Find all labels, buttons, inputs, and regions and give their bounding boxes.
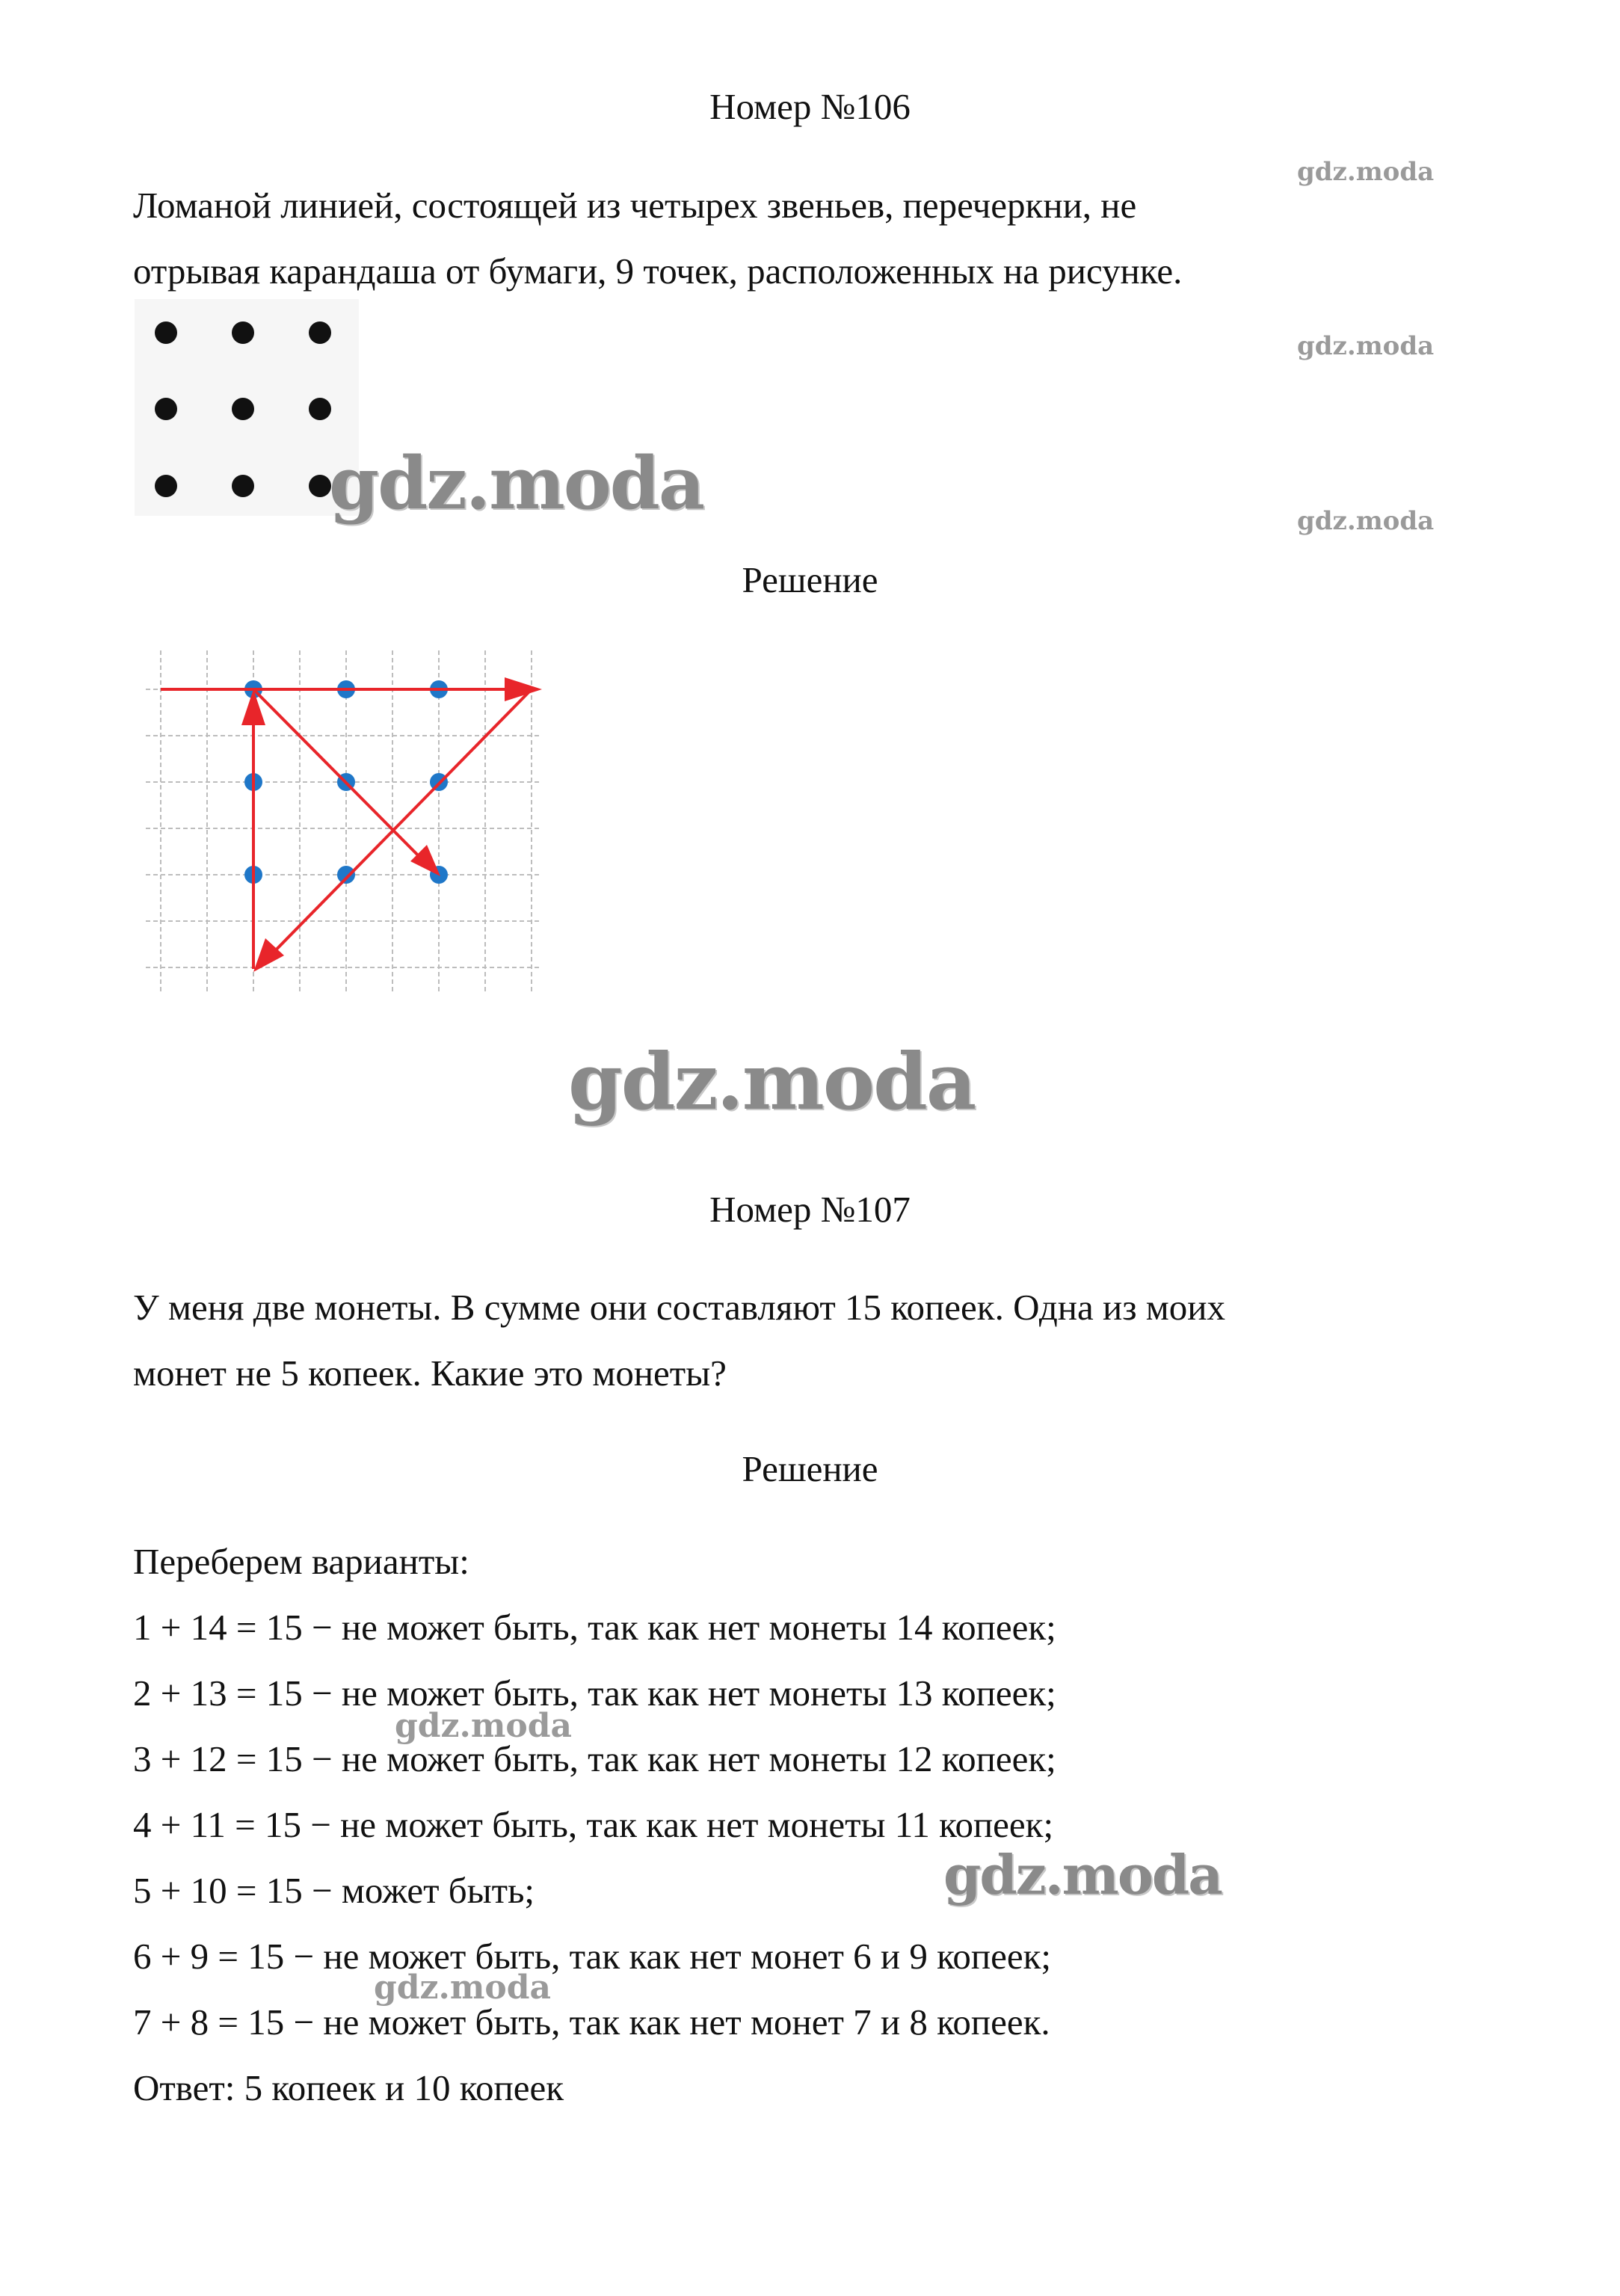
dot <box>155 398 177 420</box>
dot <box>309 321 331 344</box>
watermark: gdz.moda <box>943 1843 1222 1906</box>
problem-107-text <box>133 1275 1553 1406</box>
dot <box>337 866 355 884</box>
watermark: gdz.moda <box>1297 506 1435 536</box>
arrow-head-down-right <box>410 845 440 876</box>
solution-line: 5 + 10 = 15 − может быть; <box>133 1870 535 1911</box>
grid-lines <box>146 650 542 994</box>
segment-2 <box>262 689 532 964</box>
solution-grid-figure <box>138 643 557 1002</box>
problem-107-text-line-1: У меня две монеты. В сумме они составляют 15 копеек. Одна из моих <box>133 1287 1226 1328</box>
solution-line: 1 + 14 = 15 − не может быть, так как нет монеты 14 копеек; <box>133 1607 1056 1648</box>
problem-106-text <box>133 173 1553 304</box>
watermark: gdz.moda <box>1297 157 1435 187</box>
solution-line: 6 + 9 = 15 − не может быть, так как нет монет 6 и 9 копеек; <box>133 1936 1052 1977</box>
problem-106-title: Номер №106 <box>709 86 911 127</box>
solution-intro: Переберем варианты: <box>133 1541 469 1582</box>
problem-107-text-line-2: монет не 5 копеек. Какие это монеты? <box>133 1352 727 1394</box>
watermark: gdz.moda <box>395 1707 573 1745</box>
problem-107-title: Номер №107 <box>709 1189 911 1230</box>
watermark: gdz.moda <box>1297 331 1435 361</box>
segment-4 <box>253 689 430 867</box>
arrow-head-up <box>241 689 265 725</box>
dot <box>309 475 331 497</box>
problem-106-text-line-1: Ломаной линией, состоящей из четырех звеньев, перечеркни, не <box>133 185 1137 226</box>
dot <box>155 321 177 344</box>
watermark: gdz.moda <box>568 1035 976 1127</box>
dot <box>232 398 254 420</box>
dot <box>232 321 254 344</box>
problem-106-text-line-2: отрывая карандаша от бумаги, 9 точек, расположенных на рисунке. <box>133 250 1183 292</box>
answer: Ответ: 5 копеек и 10 копеек <box>133 2067 564 2108</box>
watermark: gdz.moda <box>329 441 704 526</box>
solution-line: 3 + 12 = 15 − не может быть, так как нет монеты 12 копеек; <box>133 1738 1056 1779</box>
nine-dots-figure <box>135 299 359 516</box>
solution-line: 7 + 8 = 15 − не может быть, так как нет монет 7 и 8 копеек. <box>133 2001 1050 2043</box>
solution-line: 4 + 11 = 15 − не может быть, так как нет монеты 11 копеек; <box>133 1804 1054 1845</box>
watermark: gdz.moda <box>374 1969 552 2007</box>
solution-line: 2 + 13 = 15 − не может быть, так как нет монеты 13 копеек; <box>133 1672 1056 1714</box>
dot <box>232 475 254 497</box>
dot <box>155 475 177 497</box>
problem-107-solution-heading: Решение <box>742 1448 878 1489</box>
dot <box>309 398 331 420</box>
problem-106-solution-heading: Решение <box>742 559 878 600</box>
